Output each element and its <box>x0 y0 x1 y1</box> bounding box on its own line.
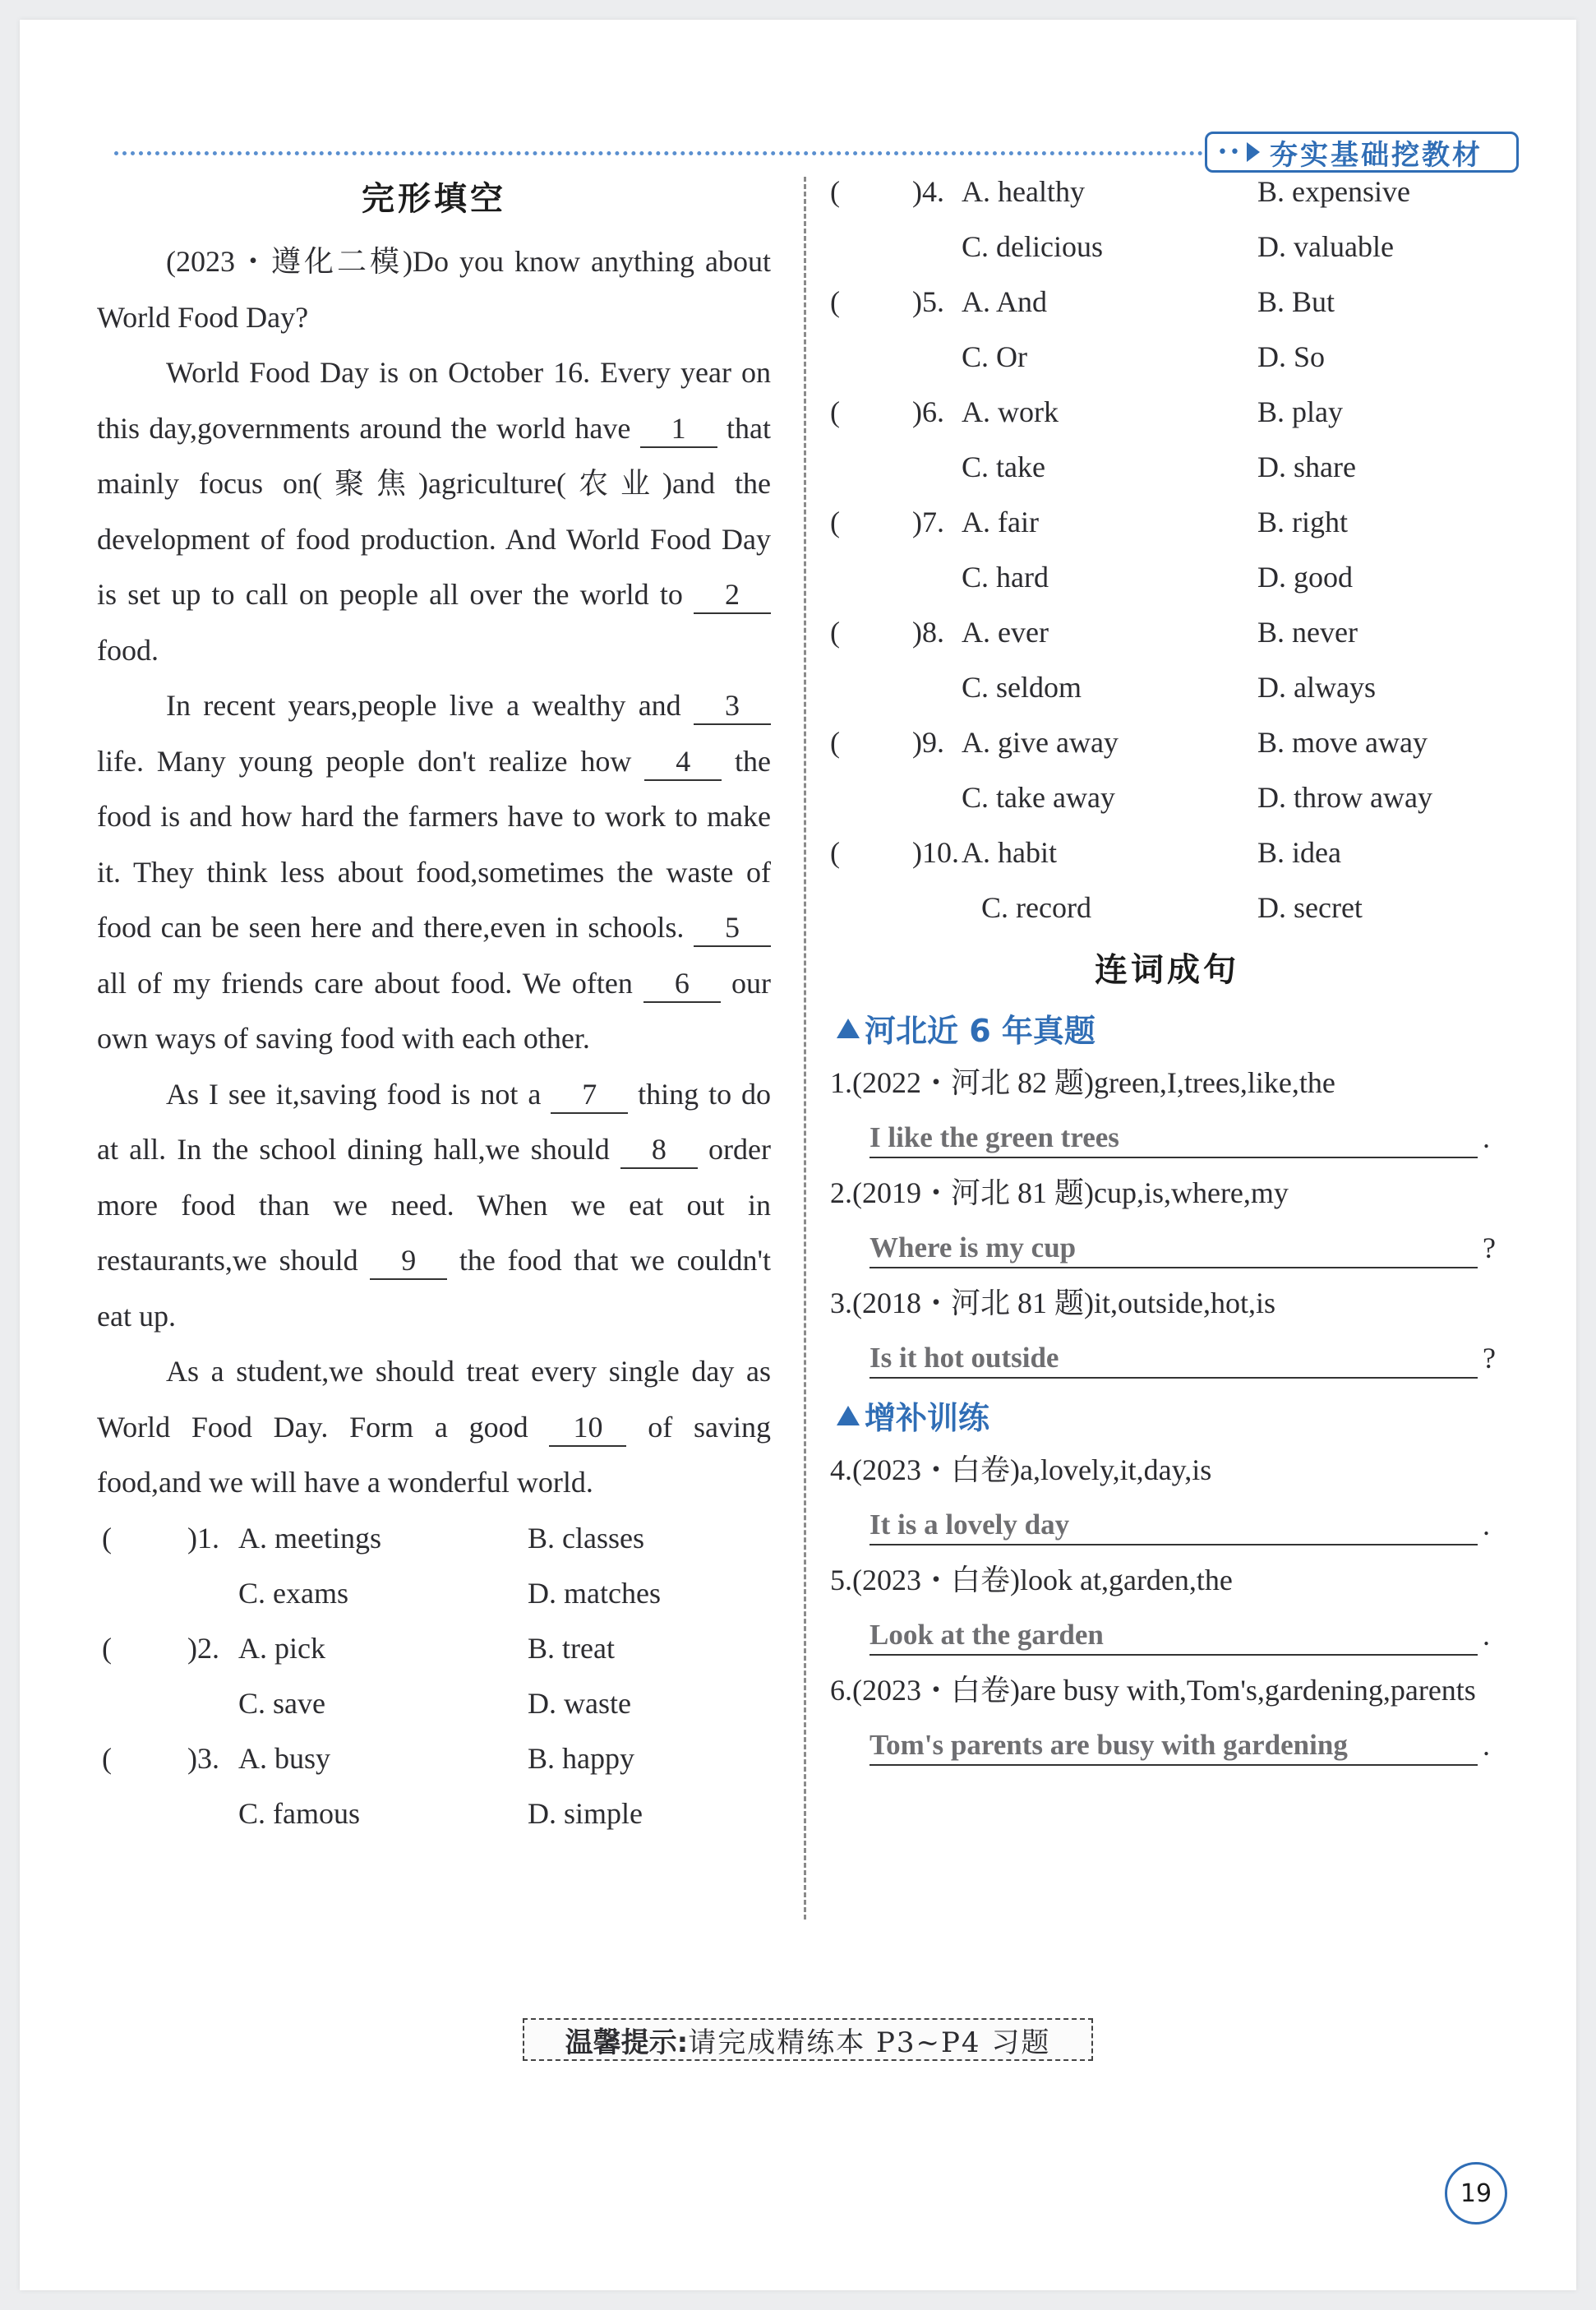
option-b: B. never <box>1257 616 1358 649</box>
blank-10[interactable]: 10 <box>549 1409 626 1447</box>
option-d: D. matches <box>528 1576 661 1610</box>
option-d: D. waste <box>528 1686 631 1720</box>
sentence-item-6: 6.(2023・白卷)are busy with,Tom's,gardening,parents Tom's parents are busy with gardening . <box>830 1663 1504 1773</box>
option-b: B. move away <box>1257 726 1428 759</box>
option-d: D. secret <box>1257 891 1363 924</box>
question-9: ( )9. A. give away B. move away C. take away D. throw away <box>830 715 1504 825</box>
option-d: D. So <box>1257 340 1326 373</box>
question-10: ( )10. A. habit B. idea C. record D. secret <box>830 825 1504 936</box>
question-8: ( )8. A. ever B. never C. seldom D. always <box>830 605 1504 715</box>
option-c: C. delicious <box>962 230 1103 263</box>
reminder-box <box>523 2018 1093 2061</box>
sentence-item-5: 5.(2023・白卷)look at,garden,the Look at the garden . <box>830 1553 1504 1663</box>
option-c: C. hard <box>962 561 1049 594</box>
question-7: ( )7. A. fair B. right C. hard D. good <box>830 495 1504 605</box>
sentence-item-2: 2.(2019・河北 81 题)cup,is,where,my Where is my cup ? <box>830 1166 1504 1276</box>
blank-3[interactable]: 3 <box>694 687 771 725</box>
option-d: D. always <box>1257 671 1376 704</box>
blank-5[interactable]: 5 <box>694 909 771 947</box>
banner-label: 夯实基础挖教材 <box>1269 138 1483 172</box>
blank-6[interactable]: 6 <box>643 965 721 1003</box>
triangle-icon <box>837 1406 860 1425</box>
answer-line[interactable]: I like the green trees <box>869 1119 1478 1158</box>
answer-slot[interactable]: ( <box>830 506 840 538</box>
blank-1[interactable]: 1 <box>640 410 717 448</box>
blank-8[interactable]: 8 <box>620 1131 698 1169</box>
option-a: A. busy <box>238 1741 331 1775</box>
option-b: B. treat <box>528 1631 615 1665</box>
reminder-text: 请完成精练本 P3~P4 习题 <box>688 2026 1051 2059</box>
option-d: D. good <box>1257 561 1353 594</box>
answer-line[interactable]: It is a lovely day <box>869 1506 1478 1545</box>
dots-icon: •• <box>1217 141 1242 163</box>
arrow-right-icon <box>1247 142 1260 162</box>
question-5: ( )5. A. And B. But C. Or D. So <box>830 275 1504 385</box>
option-c: C. take <box>962 450 1045 483</box>
header-dotted-line <box>114 151 1203 155</box>
option-a: A. work <box>962 395 1059 428</box>
option-c: C. Or <box>962 340 1027 373</box>
answer-line[interactable]: Look at the garden <box>869 1616 1478 1656</box>
right-column <box>830 164 1504 1773</box>
question-6: ( )6. A. work B. play C. take D. share <box>830 385 1504 495</box>
option-b: B. right <box>1257 506 1349 538</box>
answer-line[interactable]: Where is my cup <box>869 1229 1478 1268</box>
option-a: A. pick <box>238 1631 325 1665</box>
left-column <box>97 164 771 1841</box>
cloze-title: 完形填空 <box>362 180 506 218</box>
answer-line[interactable]: Is it hot outside <box>869 1339 1478 1379</box>
option-d: D. throw away <box>1257 781 1432 814</box>
cloze-paragraph-1: World Food Day is on October 16. Every year on this day,governments around the world have 1 that mainly focus on(聚焦)agriculture(农业)and the development of food production. And World Food Day is set up to call on people all over the world to 2 food. <box>97 356 771 667</box>
subsection-hebei: 河北近 6 年真题 <box>837 1005 1504 1051</box>
option-b: B. happy <box>528 1741 634 1775</box>
answer-slot[interactable]: ( <box>102 1521 112 1555</box>
answer-line[interactable]: Tom's parents are busy with gardening <box>869 1726 1478 1766</box>
option-a: A. ever <box>962 616 1049 649</box>
sentence-item-3: 3.(2018・河北 81 题)it,outside,hot,is Is it hot outside ? <box>830 1276 1504 1386</box>
question-4: ( )4. A. healthy B. expensive C. delicious D. valuable <box>830 164 1504 275</box>
cloze-intro: (2023・遵化二模)Do you know anything about World Food Day? <box>97 245 771 334</box>
option-b: B. classes <box>528 1521 644 1555</box>
sentence-section-title: 连词成句 <box>1095 951 1239 989</box>
option-b: B. expensive <box>1257 175 1410 208</box>
answer-slot[interactable]: ( <box>102 1741 112 1775</box>
question-3: ( )3. A. busy B. happy C. famous D. simple <box>97 1731 771 1841</box>
option-a: A. And <box>962 285 1048 318</box>
blank-2[interactable]: 2 <box>694 576 771 614</box>
answer-slot[interactable]: ( <box>830 726 840 759</box>
answer-slot[interactable]: ( <box>830 285 840 318</box>
column-divider <box>804 177 806 1920</box>
answer-slot[interactable]: ( <box>830 836 840 869</box>
option-c: C. seldom <box>962 671 1082 704</box>
cloze-paragraph-2: In recent years,people live a wealthy and 3 life. Many young people don't realize how 4 the food is and how hard the farmers have to work to make it. They think less about food,sometimes the waste of food can be seen here and there,even in schools. 5 all of my friends care about food. We often 6 our own ways of saving food with each other. <box>97 689 772 1055</box>
reminder-label: 温馨提示: <box>565 2026 689 2059</box>
sentence-item-1: 1.(2022・河北 82 题)green,I,trees,like,the I like the green trees . <box>830 1056 1504 1166</box>
option-a: A. give away <box>962 726 1119 759</box>
blank-9[interactable]: 9 <box>370 1242 447 1280</box>
answer-slot[interactable]: ( <box>830 175 840 208</box>
answer-slot[interactable]: ( <box>830 616 840 649</box>
cloze-paragraph-4: As a student,we should treat every single day as World Food Day. Form a good 10 of saving food,and we will have a wonderful world. <box>97 1355 771 1499</box>
option-b: B. But <box>1257 285 1335 318</box>
option-c: C. exams <box>238 1576 348 1610</box>
sentence-item-4: 4.(2023・白卷)a,lovely,it,day,is It is a lovely day . <box>830 1443 1504 1553</box>
option-b: B. play <box>1257 395 1343 428</box>
option-a: A. healthy <box>962 175 1085 208</box>
option-c: C. take away <box>962 781 1115 814</box>
option-a: A. meetings <box>238 1521 381 1555</box>
option-c: C. record <box>981 891 1091 924</box>
question-1: ( )1. A. meetings B. classes C. exams D. matches <box>97 1511 771 1621</box>
option-a: A. fair <box>962 506 1039 538</box>
option-d: D. valuable <box>1257 230 1394 263</box>
blank-4[interactable]: 4 <box>644 743 722 781</box>
answer-slot[interactable]: ( <box>830 395 840 428</box>
option-a: A. habit <box>962 836 1057 869</box>
triangle-icon <box>837 1019 860 1038</box>
option-b: B. idea <box>1257 836 1341 869</box>
blank-7[interactable]: 7 <box>551 1076 628 1114</box>
option-d: D. share <box>1257 450 1356 483</box>
answer-slot[interactable]: ( <box>102 1631 112 1665</box>
option-c: C. famous <box>238 1796 360 1830</box>
cloze-paragraph-3: As I see it,saving food is not a 7 thing to do at all. In the school dining hall,we should 8 order more food than we need. When we eat out in restaurants,we should 9 the food that we couldn't eat up. <box>97 1077 771 1333</box>
page-number: 19 <box>1445 2162 1507 2225</box>
subsection-supplement: 增补训练 <box>837 1393 1504 1438</box>
question-2: ( )2. A. pick B. treat C. save D. waste <box>97 1621 771 1731</box>
option-d: D. simple <box>528 1796 643 1830</box>
option-c: C. save <box>238 1686 325 1720</box>
